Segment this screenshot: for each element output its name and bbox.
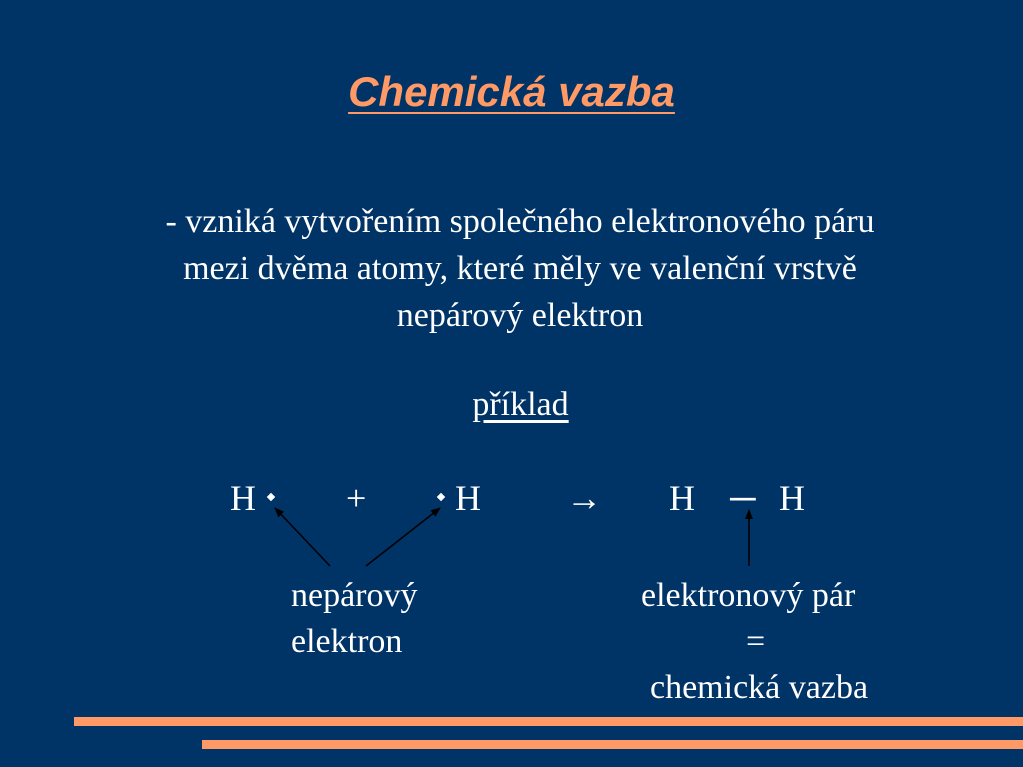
hydrogen-atom-right: H xyxy=(455,478,481,518)
plus-sign: + xyxy=(346,478,367,518)
decorative-bar-bottom xyxy=(202,740,1023,749)
caption-unpaired-line-2: elektron xyxy=(291,623,403,660)
product-hydrogen-left: H xyxy=(669,478,695,518)
pointer-arrow-left xyxy=(275,508,330,566)
hydrogen-atom-left: H xyxy=(230,478,256,518)
caption-unpaired-line-1: nepárový xyxy=(291,577,418,614)
caption-pair-line-3: chemická vazba xyxy=(650,669,869,706)
definition-line-3: nepárový elektron xyxy=(396,297,644,334)
decorative-bar-top xyxy=(74,717,1023,726)
covalent-bond: ─ xyxy=(730,478,756,518)
reaction-arrow: → xyxy=(566,478,602,518)
pointer-arrow-right xyxy=(366,508,440,566)
caption-pair-equals: = xyxy=(746,623,766,660)
example-label: příklad xyxy=(472,386,569,423)
slide-title: Chemická vazba xyxy=(348,68,675,115)
definition-line-1: - vzniká vytvořením společného elektronového páru xyxy=(165,203,875,240)
definition-line-2: mezi dvěma atomy, které měly ve valenční vrstvě xyxy=(183,250,857,287)
product-hydrogen-right: H xyxy=(779,478,805,518)
caption-pair-line-1: elektronový pár xyxy=(641,577,856,614)
